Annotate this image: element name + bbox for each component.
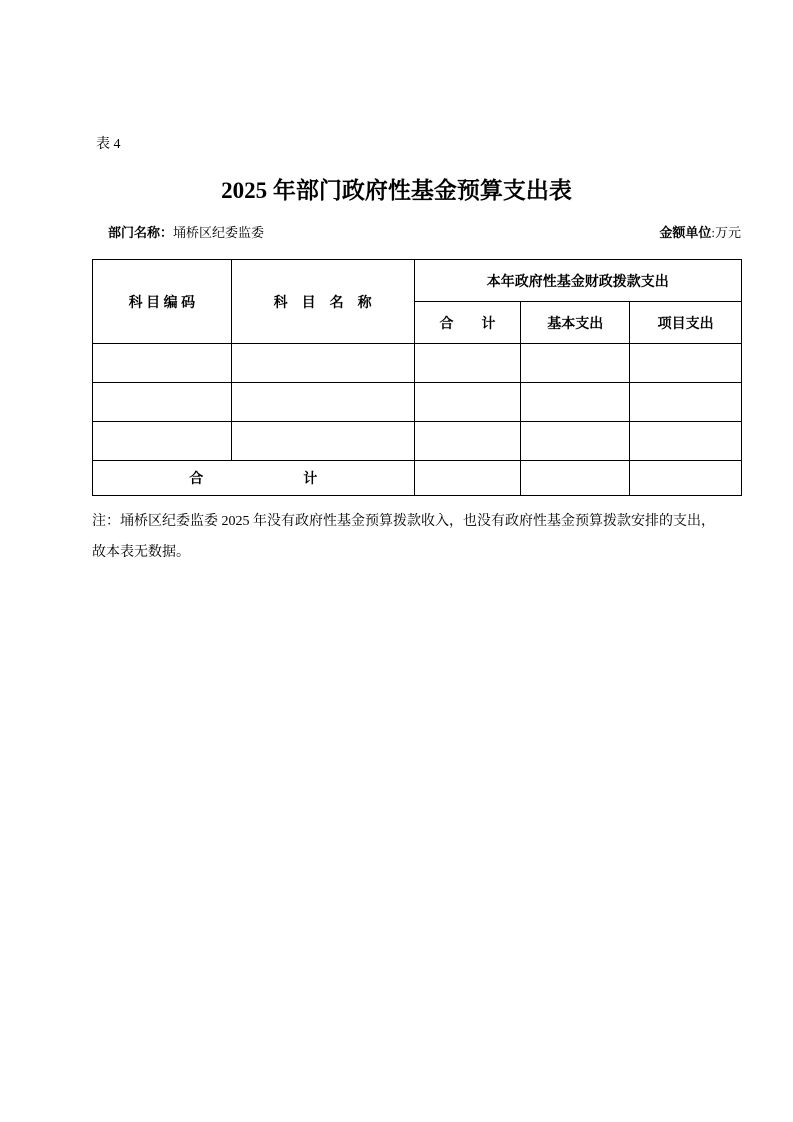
header-row	[93, 260, 742, 302]
page-title: 2025 年部门政府性基金预算支出表	[221, 178, 572, 203]
table-row	[93, 383, 742, 422]
department-label: 部门名称：	[108, 225, 174, 240]
table-number: 表 4	[96, 137, 121, 152]
header-total: 合 计	[414, 302, 521, 344]
header-group: 本年政府性基金财政拨款支出	[414, 260, 741, 302]
unit-label: 金额单位	[659, 225, 712, 240]
total-label: 合 计	[93, 461, 415, 496]
unit-value: :万元	[711, 225, 741, 240]
header-project: 项目支出	[630, 302, 742, 344]
header-basic: 基本支出	[521, 302, 630, 344]
footnote: 注：埇桥区纪委监委 2025 年没有政府性基金预算拨款收入，也没有政府性基金预算拨款安排的支出， 故本表无数据。	[92, 514, 715, 560]
total-row	[93, 461, 742, 496]
header-name: 科 目 名 称	[231, 260, 414, 344]
unit-line	[659, 222, 741, 241]
department-line	[108, 222, 264, 241]
header-code: 科 目 编 码	[93, 260, 232, 344]
table-row	[93, 344, 742, 383]
expenditure-table	[92, 259, 742, 496]
table-row	[93, 422, 742, 461]
department-value: 埇桥区纪委监委	[173, 225, 265, 240]
